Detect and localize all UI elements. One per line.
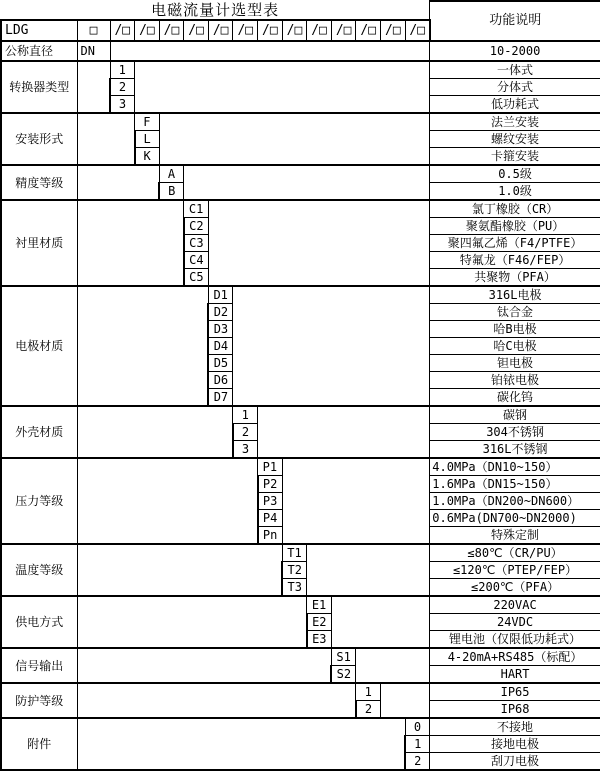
option-desc: IP68: [430, 701, 600, 719]
option-desc: 304不锈钢: [430, 424, 600, 441]
option-desc: 聚四氟乙烯（F4/PTFE）: [430, 235, 600, 252]
option-code: D7: [208, 389, 233, 407]
option-code: 0: [405, 718, 430, 736]
option-code: C3: [184, 235, 209, 252]
option-code: D2: [208, 304, 233, 321]
option-code: C1: [184, 200, 209, 218]
code-box-cell: /□: [381, 20, 406, 41]
option-code: 2: [233, 424, 258, 441]
option-code: S1: [331, 648, 356, 666]
option-desc: 螺纹安装: [430, 131, 600, 148]
option-code: Pn: [258, 527, 283, 545]
option-code: C2: [184, 218, 209, 235]
code-box-cell: /□: [110, 20, 135, 41]
option-code: K: [135, 148, 160, 166]
option-code: 2: [405, 753, 430, 771]
option-desc: 220VAC: [430, 596, 600, 614]
blank-cell: [110, 41, 430, 61]
blank-cell: [307, 544, 430, 596]
blank-cell: [77, 113, 135, 165]
blank-cell: [184, 165, 430, 200]
code-box-cell: /□: [233, 20, 258, 41]
option-desc: 刮刀电极: [430, 753, 600, 771]
option-desc: 316L电极: [430, 286, 600, 304]
blank-cell: [208, 200, 429, 286]
option-code: 1: [233, 406, 258, 424]
option-row: [1, 165, 600, 183]
option-desc: IP65: [430, 683, 600, 701]
blank-cell: [77, 165, 159, 200]
option-row: [1, 596, 600, 614]
option-row: [1, 113, 600, 131]
option-row: [1, 286, 600, 304]
option-row: [1, 648, 600, 666]
option-code: 2: [110, 79, 135, 96]
option-desc: 氯丁橡胶（CR）: [430, 200, 600, 218]
option-desc: 钛合金: [430, 304, 600, 321]
code-box-cell: /□: [208, 20, 233, 41]
title-row: [1, 1, 600, 20]
option-code: 2: [356, 701, 381, 719]
blank-cell: [233, 286, 430, 406]
option-code: T2: [282, 562, 307, 579]
option-code: 1: [405, 736, 430, 753]
option-desc: 特殊定制: [430, 527, 600, 545]
page-title: 电磁流量计选型表: [151, 1, 280, 19]
option-code: E2: [307, 614, 332, 631]
option-desc: 1.0级: [430, 183, 600, 201]
blank-cell: [77, 648, 331, 683]
option-code: C4: [184, 252, 209, 269]
option-desc: 316L不锈钢: [430, 441, 600, 459]
option-desc: ≤200℃（PFA）: [430, 579, 600, 597]
section-label: 信号输出: [1, 648, 77, 683]
section-label: 转换器类型: [1, 61, 77, 113]
code-box-cell: /□: [135, 20, 160, 41]
option-desc: 1.6MPa（DN15~150）: [430, 476, 600, 493]
option-code: B: [159, 183, 184, 201]
option-code: D6: [208, 372, 233, 389]
option-desc: 一体式: [430, 61, 600, 79]
option-code: C5: [184, 269, 209, 287]
section-label: 温度等级: [1, 544, 77, 596]
blank-cell: [356, 648, 430, 683]
option-row: [1, 406, 600, 424]
section-label: 精度等级: [1, 165, 77, 200]
option-desc: 24VDC: [430, 614, 600, 631]
section-label: 衬里材质: [1, 200, 77, 286]
option-desc: 0.5级: [430, 165, 600, 183]
option-code: L: [135, 131, 160, 148]
section-label: 压力等级: [1, 458, 77, 544]
blank-cell: [77, 596, 307, 648]
option-code: 3: [233, 441, 258, 459]
option-desc: ≤80℃（CR/PU）: [430, 544, 600, 562]
code-box-cell: /□: [258, 20, 283, 41]
blank-cell: [77, 406, 233, 458]
option-desc: 接地电极: [430, 736, 600, 753]
code-box-cell: /□: [307, 20, 332, 41]
blank-cell: [77, 200, 184, 286]
option-code: T3: [282, 579, 307, 597]
section-label: 防护等级: [1, 683, 77, 718]
option-code: P2: [258, 476, 283, 493]
blank-cell: [381, 683, 430, 718]
option-desc: 碳钢: [430, 406, 600, 424]
option-desc: 碳化钨: [430, 389, 600, 407]
option-code: E1: [307, 596, 332, 614]
option-code: T1: [282, 544, 307, 562]
code-box-cell: /□: [159, 20, 184, 41]
option-code: P3: [258, 493, 283, 510]
option-desc: 分体式: [430, 79, 600, 96]
model-box-cell: □: [77, 20, 110, 41]
blank-cell: [77, 61, 110, 113]
blank-cell: [159, 113, 430, 165]
section-label: 外壳材质: [1, 406, 77, 458]
option-desc: 卡箍安装: [430, 148, 600, 166]
option-code: D4: [208, 338, 233, 355]
option-desc: 共聚物（PFA）: [430, 269, 600, 287]
diameter-code: DN: [77, 41, 110, 61]
option-code: F: [135, 113, 160, 131]
model-prefix: LDG: [1, 20, 77, 41]
diameter-row: [1, 41, 600, 61]
option-desc: 1.0MPa（DN200~DN600）: [430, 493, 600, 510]
option-desc: 4.0MPa（DN10~150）: [430, 458, 600, 476]
option-code: A: [159, 165, 184, 183]
option-row: [1, 683, 600, 701]
option-code: E3: [307, 631, 332, 649]
blank-cell: [77, 683, 356, 718]
option-desc: 哈B电极: [430, 321, 600, 338]
blank-cell: [282, 458, 430, 544]
section-label: 附件: [1, 718, 77, 770]
option-row: [1, 544, 600, 562]
option-desc: 低功耗式: [430, 96, 600, 114]
code-box-cell: /□: [282, 20, 307, 41]
option-code: P1: [258, 458, 283, 476]
option-code: D1: [208, 286, 233, 304]
option-desc: 哈C电极: [430, 338, 600, 355]
option-code: S2: [331, 666, 356, 684]
option-code: P4: [258, 510, 283, 527]
option-row: [1, 200, 600, 218]
option-desc: ≤120℃（PTEP/FEP）: [430, 562, 600, 579]
code-box-cell: /□: [405, 20, 430, 41]
option-code: D5: [208, 355, 233, 372]
option-row: [1, 61, 600, 79]
blank-cell: [77, 458, 258, 544]
option-code: D3: [208, 321, 233, 338]
code-box-cell: /□: [331, 20, 356, 41]
option-code: 3: [110, 96, 135, 114]
option-desc: 0.6MPa(DN700~DN2000): [430, 510, 600, 527]
option-desc: 铂铱电极: [430, 372, 600, 389]
section-label-diameter: 公称直径: [1, 41, 77, 61]
option-desc: 钽电极: [430, 355, 600, 372]
blank-cell: [258, 406, 430, 458]
code-box-cell: /□: [184, 20, 209, 41]
blank-cell: [77, 286, 208, 406]
option-code: 1: [356, 683, 381, 701]
option-desc: 不接地: [430, 718, 600, 736]
option-code: 1: [110, 61, 135, 79]
option-desc: 4-20mA+RS485（标配）: [430, 648, 600, 666]
blank-cell: [77, 544, 282, 596]
option-row: [1, 458, 600, 476]
option-desc: 法兰安装: [430, 113, 600, 131]
blank-cell: [77, 718, 405, 770]
option-row: [1, 718, 600, 736]
section-label: 电极材质: [1, 286, 77, 406]
blank-cell: [135, 61, 430, 113]
blank-cell: [331, 596, 429, 648]
diameter-value: 10-2000: [430, 41, 600, 61]
code-box-cell: /□: [356, 20, 381, 41]
option-desc: 聚氨酯橡胶（PU）: [430, 218, 600, 235]
option-desc: 锂电池（仅限低功耗式）: [430, 631, 600, 649]
section-label: 供电方式: [1, 596, 77, 648]
section-label: 安装形式: [1, 113, 77, 165]
function-column-header: 功能说明: [430, 1, 600, 41]
option-desc: HART: [430, 666, 600, 684]
option-desc: 特氟龙（F46/FEP）: [430, 252, 600, 269]
